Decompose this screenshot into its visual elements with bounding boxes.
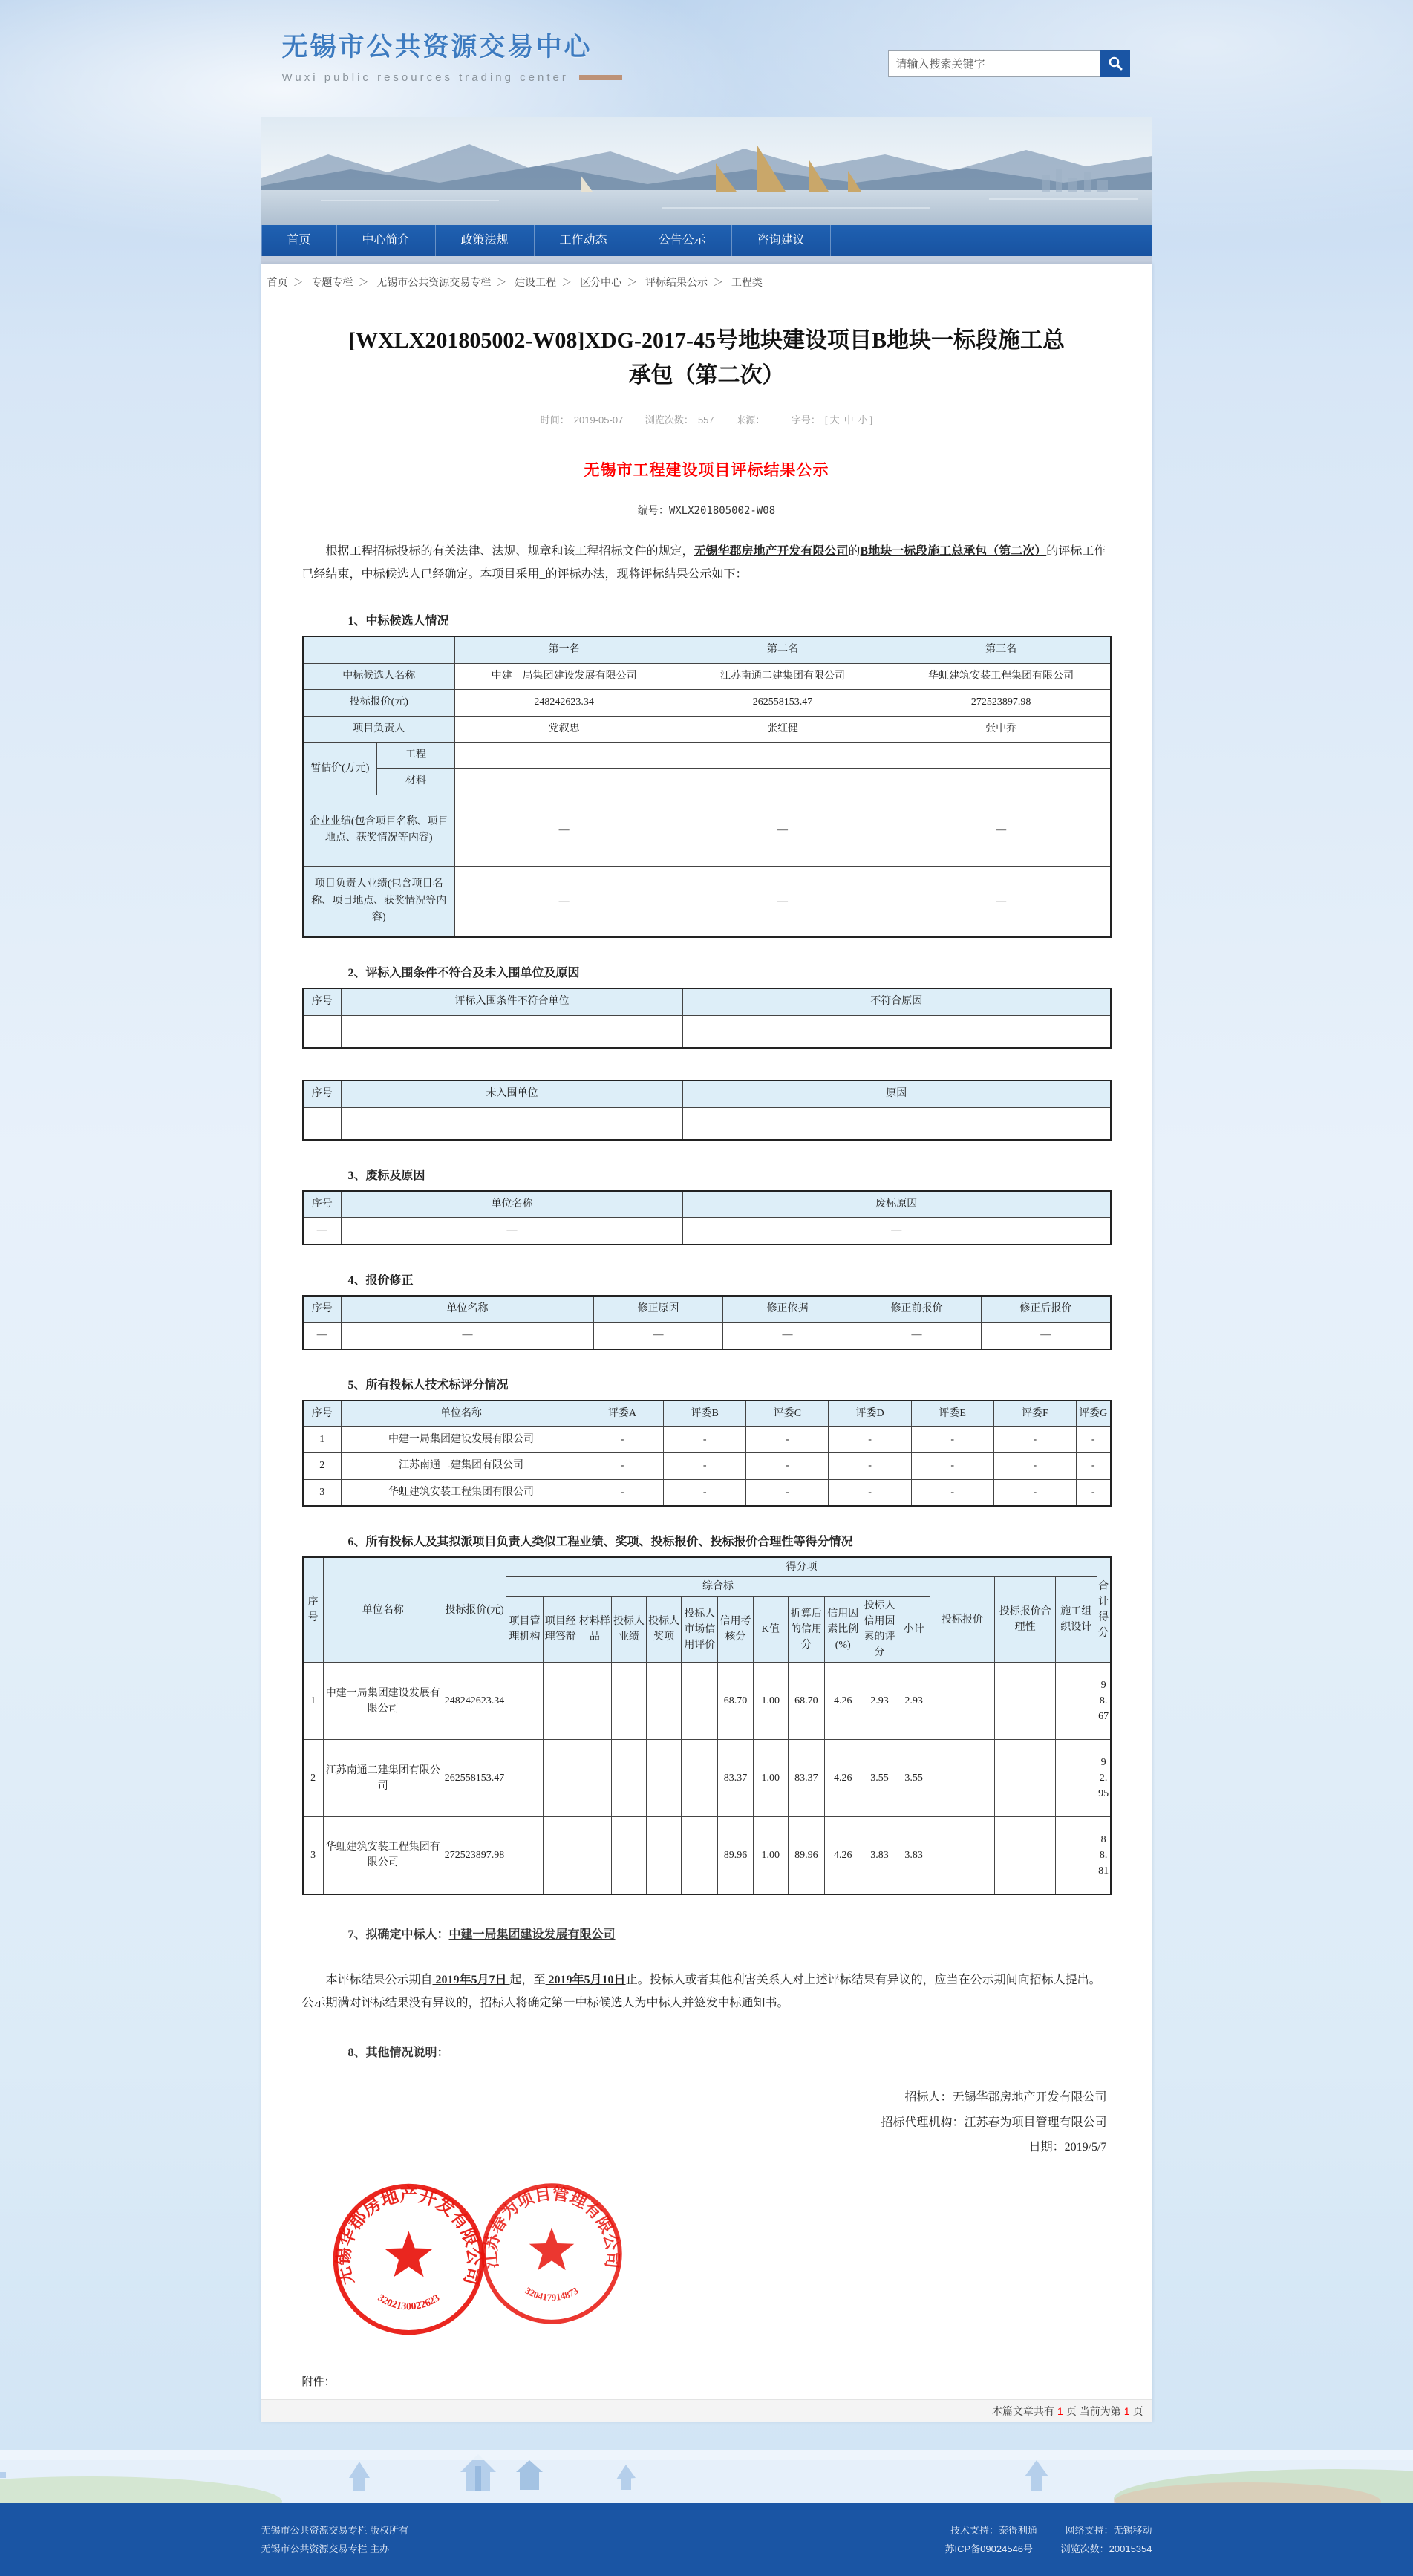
cell: — [852,1323,982,1349]
cell: 262558153.47 [673,690,892,716]
nav-divider-strip [261,256,1152,264]
cell [683,1015,1111,1048]
noncompliant-table: 序号 评标入围条件不符合单位 不符合原因 [302,988,1112,1049]
article-meta: 时间： 2019-05-07 浏览次数： 557 来源： 字号： [ 大 中 小 ] [540,414,873,425]
cell: 248242623.34 [455,690,673,716]
rank-1-header: 第一名 [455,636,673,663]
intro-paragraph: 根据工程招标投标的有关法律、法规、规章和该工程招标文件的规定，无锡华郡房地产开发有限公司的B地块一标段施工总承包（第二次）的评标工作已经结束，中标候选人已经确定。本项目采用_的评标办法，现将评标结果公示如下： [301,545,1106,581]
cell: — [342,1218,683,1245]
host-line: 无锡市公共资源交易专栏 主办 [261,2543,390,2554]
bidder-line: 招标人：无锡华郡房地产开发有限公司 [904,2091,1107,2104]
pagination-bar: 本篇文章共有 1 页 当前为第 1 页 [261,2399,1152,2422]
cell: — [892,795,1110,866]
font-size-medium[interactable]: 中 [843,414,854,425]
cell: — [673,795,892,866]
section3-heading: 3、废标及原因 [347,1170,425,1182]
section4-heading: 4、报价修正 [347,1274,414,1287]
cell: — [673,866,892,937]
nav-item-consult[interactable]: 咨询建议 [732,225,831,256]
breadcrumb-branch[interactable]: 区分中心 [580,276,622,288]
font-size-large[interactable]: 大 [829,414,840,425]
main-nav [261,225,1152,256]
date-line: 日期：2019/5/7 [1028,2141,1107,2154]
svg-text:320417914873: 320417914873 [523,2284,580,2303]
site-title: 无锡市公共资源交易中心 [281,33,593,62]
site-header [261,0,1152,117]
cell: — [303,1218,342,1245]
view-count: 557 [697,414,714,425]
section2-heading: 2、评标入围条件不符合及未入围单位及原因 [347,967,580,980]
cell: 江苏南通二建集团有限公司 [673,663,892,689]
stamp-star-icon [384,2231,432,2277]
price-correction-table: 序号 单位名称 修正原因 修正依据 修正前报价 修正后报价 — — — — — — [302,1295,1112,1350]
cell: — [683,1218,1111,1245]
cell: — [594,1323,723,1349]
bidder-stamp [329,2179,489,2339]
nav-item-announcements[interactable]: 公告公示 [633,225,732,256]
site-logo [282,27,622,84]
current-page[interactable]: 1 [1123,2404,1130,2417]
cell: — [342,1323,594,1349]
cell [303,1015,342,1048]
section6-heading: 6、所有投标人及其拟派项目负责人类似工程业绩、奖项、投标报价、投标报价合理性等得分情况 [347,1536,853,1549]
stamp-star-icon [529,2227,573,2269]
nav-item-home[interactable]: 首页 [261,225,337,256]
icp-number[interactable]: 苏ICP备09024546号 [944,2543,1034,2554]
cell: 张红健 [673,716,892,742]
banner-image [261,117,1152,225]
breadcrumb-separator: ＞ [293,276,304,288]
network-support: 网络支持：无锡移动 [1065,2524,1152,2536]
bidder-name-link: 无锡华郡房地产开发有限公司 [694,545,849,558]
breadcrumb-topics[interactable]: 专题专栏 [311,276,353,288]
cell: 中建一局集团建设发展有限公司 [455,663,673,689]
search-input[interactable] [888,50,1100,77]
publicity-period-paragraph: 本评标结果公示期自 2019年5月7日 起，至 2019年5月10日止。投标人或者其他利害关系人对上述评标结果有异议的，应当在公示期间向招标人提出。公示期满对评标结果没有异议的，招标人将确定第一中标候选人为中标人并签发中标通知书。 [301,1973,1101,2009]
rank-3-header: 第三名 [892,636,1110,663]
section7-winner: 7、拟确定中标人：中建一局集团建设发展有限公司 [347,1928,616,1941]
cell: — [982,1323,1111,1349]
total-pages: 1 [1057,2404,1063,2417]
svg-text:无锡华郡房地产开发有限公司: 无锡华郡房地产开发有限公司 [333,2185,483,2287]
search-bar [888,50,1130,77]
section8-heading: 8、其他情况说明： [347,2047,449,2059]
cell [303,1107,342,1140]
rank-2-header: 第二名 [673,636,892,663]
breadcrumb-construction[interactable]: 建设工程 [515,276,557,288]
project-name-link: B地块一标段施工总承包（第二次） [860,545,1047,558]
cell: 华虹建筑安装工程集团有限公司 [892,663,1110,689]
comprehensive-score-table: 序号 单位名称 投标报价(元) 得分项 合计得分 综合标 投标报价 投标报价合理性 施工组织设计 项目管理机构 项目经理答辩 材料样品 投标人业绩 投标人奖项 投标人市场信用评价 信用考核分 K值 折算后的信用分 信用因素比例(%) 投标人信用因素的评分 小计 1 中建一局集团建设发展有限公司 248242623.34 68.70 1.00 68.70 4.26 2.93 2.93 98.67 2 江苏南通二建集团有限公司 262558153.47 83.37 1.00 83.37 4.26 3.55 3.55 92.95 3 华虹建筑安装工程集团有限公司 272523897.98 89.96 1.00 89.96 4.26 3.83 3.83 88.81 [302,1556,1112,1895]
cell [455,742,1111,768]
official-stamps [316,2179,1112,2354]
publish-date: 2019-05-07 [573,414,624,425]
cell: — [455,866,673,937]
svg-text:3202130022623: 3202130022623 [375,2292,442,2313]
cell: — [892,866,1110,937]
nav-item-about[interactable]: 中心简介 [337,225,436,256]
site-visit-count: 浏览次数：20015354 [1060,2543,1152,2554]
search-button[interactable] [1100,50,1130,77]
svg-text:江苏春为项目管理有限公司: 江苏春为项目管理有限公司 [480,2184,622,2269]
signature-block [302,2085,1112,2160]
breadcrumb-results[interactable]: 评标结果公示 [645,276,708,288]
cell: — [303,1323,342,1349]
breadcrumb-home[interactable]: 首页 [267,276,288,288]
tech-support: 技术支持：泰得利通 [950,2524,1037,2536]
section5-heading: 5、所有投标人技术标评分情况 [347,1378,509,1392]
section1-heading: 1、中标候选人情况 [347,615,449,628]
attachment-label: 附件： [301,2376,336,2388]
cell [455,769,1111,795]
footer-scenery [0,2450,1413,2503]
excluded-table: 序号 未入围单位 原因 [302,1080,1112,1141]
copyright-line: 无锡市公共资源交易专栏 版权所有 [261,2524,409,2536]
agency-line: 招标代理机构：江苏春为项目管理有限公司 [881,2116,1107,2129]
page-title: [WXLX201805002-W08]XDG-2017-45号地块建设项目B地块一标段施工总承包（第二次） [348,328,1065,388]
article [261,299,1152,2389]
breadcrumb-center[interactable]: 无锡市公共资源交易专栏 [376,276,492,288]
cell [342,1015,683,1048]
cell: 张中乔 [892,716,1110,742]
nav-item-policy[interactable]: 政策法规 [436,225,535,256]
agency-stamp [477,2179,626,2328]
notice-title: 无锡市工程建设项目评标结果公示 [584,461,829,479]
site-subtitle: Wuxi public resources trading center [282,71,622,84]
cell [342,1107,683,1140]
site-footer [0,2503,1413,2576]
search-icon [1108,56,1123,73]
rejected-bids-table: 序号 单位名称 废标原因 — — — [302,1190,1112,1245]
logo-accent-bar [579,75,622,80]
cell: 272523897.98 [892,690,1110,716]
candidates-table: 第一名 第二名 第三名 中标候选人名称 中建一局集团建设发展有限公司 江苏南通二建集团有限公司 华虹建筑安装工程集团有限公司 投标报价(元) 248242623.34 262558153.47 272523897.98 项目负责人 党叙忠 张红健 张中乔 暂估价(万元) 工程 材料 企业业绩(包含项目名称、项目地点、获奖情况等内容) — — — 项目负责人业绩(包含项目名称、项目地点、获奖情况等内容) — — — [302,636,1112,938]
breadcrumb: 首页 ＞ 专题专栏 ＞ 无锡市公共资源交易专栏 ＞ 建设工程 ＞ 区分中心 ＞ 评标结果公示 ＞ 工程类 [261,264,1152,299]
cell: — [455,795,673,866]
cell [683,1107,1111,1140]
nav-item-news[interactable]: 工作动态 [535,225,633,256]
winner-name: 中建一局集团建设发展有限公司 [448,1928,616,1941]
doc-number: 编号：WXLX201805002-W08 [637,505,776,517]
breadcrumb-current: 工程类 [731,276,763,288]
font-size-small[interactable]: 小 [858,414,868,425]
cell: 党叙忠 [455,716,673,742]
cell: — [723,1323,852,1349]
technical-score-table: 序号 单位名称 评委A 评委B 评委C 评委D 评委E 评委F 评委G 1 中建一局集团建设发展有限公司 - - - - - - - 2 江苏南通二建集团有限公司 - - - - - - - 3 华虹建筑安装工程集团有限公司 - - - - - - - [302,1400,1112,1507]
content-card [261,264,1152,2422]
